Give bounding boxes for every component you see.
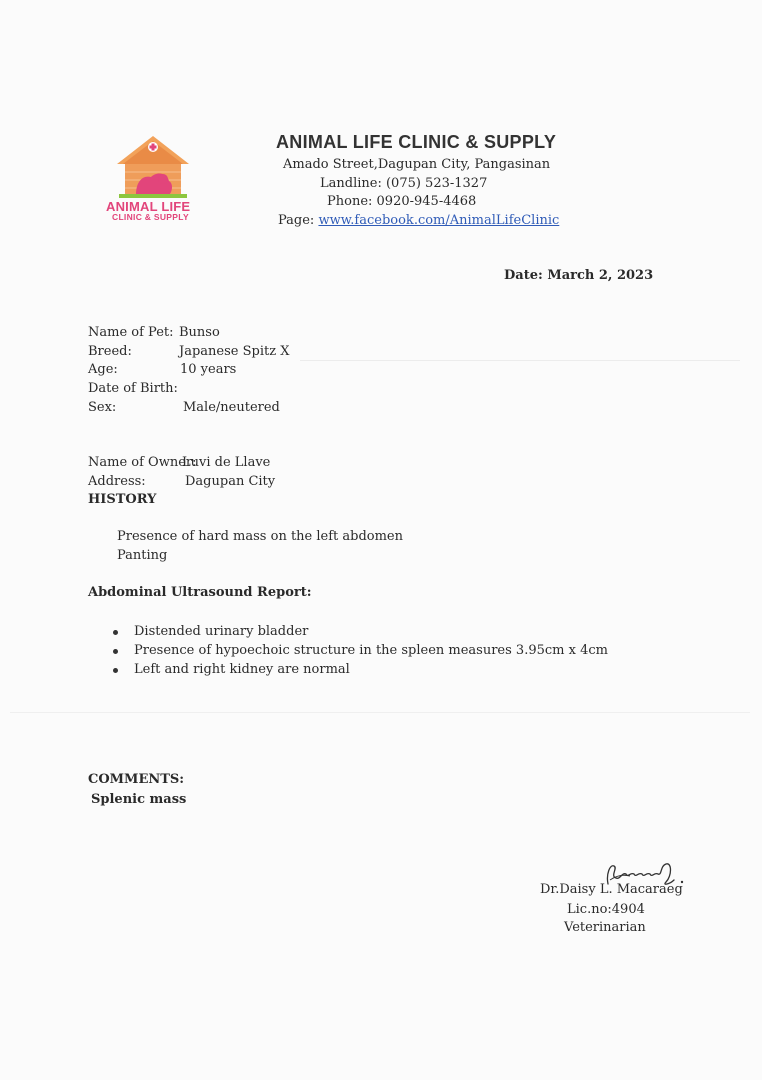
age-label: Age:: [88, 362, 118, 377]
clinic-name: ANIMAL LIFE CLINIC & SUPPLY: [276, 132, 557, 152]
report-item: Presence of hypoechoic structure in the spleen measures 3.95cm x 4cm: [134, 643, 608, 658]
signatory-title: Veterinarian: [564, 920, 646, 935]
pet-name-label: Name of Pet:: [88, 325, 174, 340]
history-heading: HISTORY: [88, 492, 157, 507]
sex-label: Sex:: [88, 400, 117, 415]
bullet-icon: [113, 668, 118, 673]
bullet-icon: [113, 649, 118, 654]
report-item: Left and right kidney are normal: [134, 662, 350, 677]
logo-name: ANIMAL LIFE: [106, 199, 191, 214]
breed-label: Breed:: [88, 344, 132, 359]
clinic-page: [278, 213, 559, 228]
age-value: 10 years: [180, 362, 237, 377]
breed-value: Japanese Spitz X: [179, 344, 290, 359]
clinic-address: Amado Street,Dagupan City, Pangasinan: [283, 157, 551, 172]
signatory-license: Lic.no:4904: [567, 902, 645, 917]
owner-address-value: Dagupan City: [185, 474, 276, 489]
comments-heading: COMMENTS:: [88, 772, 185, 787]
owner-name-label: Name of Owner:: [88, 455, 197, 470]
facebook-page-link[interactable]: www.facebook.com/AnimalLifeClinic: [318, 213, 560, 228]
comments-text: Splenic mass: [91, 792, 187, 807]
clinic-phone: Phone: 0920-945-4468: [327, 194, 477, 209]
report-date: [504, 268, 653, 283]
logo-subtitle: CLINIC & SUPPLY: [112, 212, 189, 222]
pet-name-value: Bunso: [179, 325, 220, 340]
history-item: Panting: [117, 548, 168, 563]
date-value: March 2, 2023: [547, 268, 654, 283]
bullet-icon: [113, 630, 118, 635]
history-item: Presence of hard mass on the left abdomen: [117, 529, 403, 544]
report-item: Distended urinary bladder: [134, 624, 309, 639]
scan-artifact-line: [10, 712, 750, 713]
owner-address-label: Address:: [88, 474, 146, 489]
sex-value: Male/neutered: [183, 400, 280, 415]
owner-name-value: Luvi de Llave: [182, 455, 271, 470]
clinic-landline: Landline: (075) 523-1327: [320, 176, 488, 191]
signatory-name: Dr.Daisy L. Macaraeg: [540, 882, 683, 897]
page-label: Page:: [278, 213, 315, 228]
scan-artifact-line: [300, 360, 740, 361]
dob-label: Date of Birth:: [88, 381, 178, 396]
ultrasound-heading: Abdominal Ultrasound Report:: [88, 585, 312, 600]
date-label: Date:: [504, 268, 543, 283]
